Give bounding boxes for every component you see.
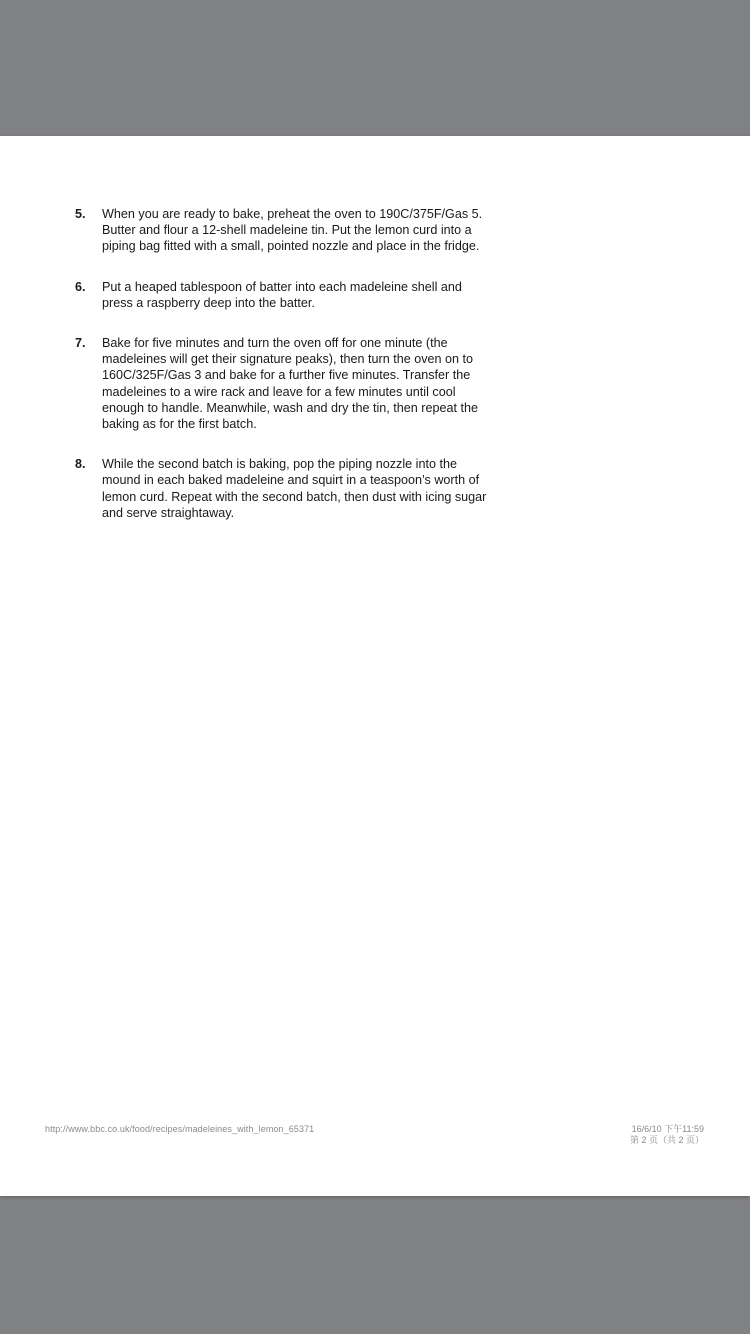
list-item <box>75 335 495 432</box>
footer-page-indicator: 第 2 页（共 2 页） <box>629 1135 704 1145</box>
footer-datetime: 16/6/10 下午11:59 <box>631 1124 704 1134</box>
list-item <box>75 206 495 255</box>
list-item <box>75 456 495 521</box>
step-number: 5. <box>75 207 86 221</box>
step-text: Bake for five minutes and turn the oven off for one minute (the madeleines will get their signature peaks), then turn the oven on to 160C/325F/Gas 3 and bake for a further five minutes. Transfer the madeleines to a wire rack and leave for a few minutes until cool enough to handle. Meanwhile, wash and dry the tin, then repeat the baking as for the first batch. <box>102 336 478 432</box>
step-text: While the second batch is baking, pop the piping nozzle into the mound in each baked madeleine and squirt in a teaspoon’s worth of lemon curd. Repeat with the second batch, then dust with icing sugar and serve straightaway. <box>102 457 487 520</box>
footer-url: http://www.bbc.co.uk/food/recipes/madeleines_with_lemon_65371 <box>45 1124 315 1134</box>
step-number: 8. <box>75 457 86 472</box>
recipe-steps-list <box>75 206 495 545</box>
step-number: 6. <box>75 279 86 294</box>
document-page <box>0 136 750 1196</box>
step-text: When you are ready to bake, preheat the oven to 190C/375F/Gas 5. Butter and flour a 12-shell madeleine tin. Put the lemon curd into a piping bag fitted with a small, pointed nozzle and place in the fridge. <box>102 207 483 254</box>
step-number: 7. <box>75 336 86 351</box>
footer-meta <box>630 1124 704 1146</box>
step-text: Put a heaped tablespoon of batter into each madeleine shell and press a raspberry deep into the batter. <box>102 279 462 310</box>
list-item <box>75 279 495 311</box>
